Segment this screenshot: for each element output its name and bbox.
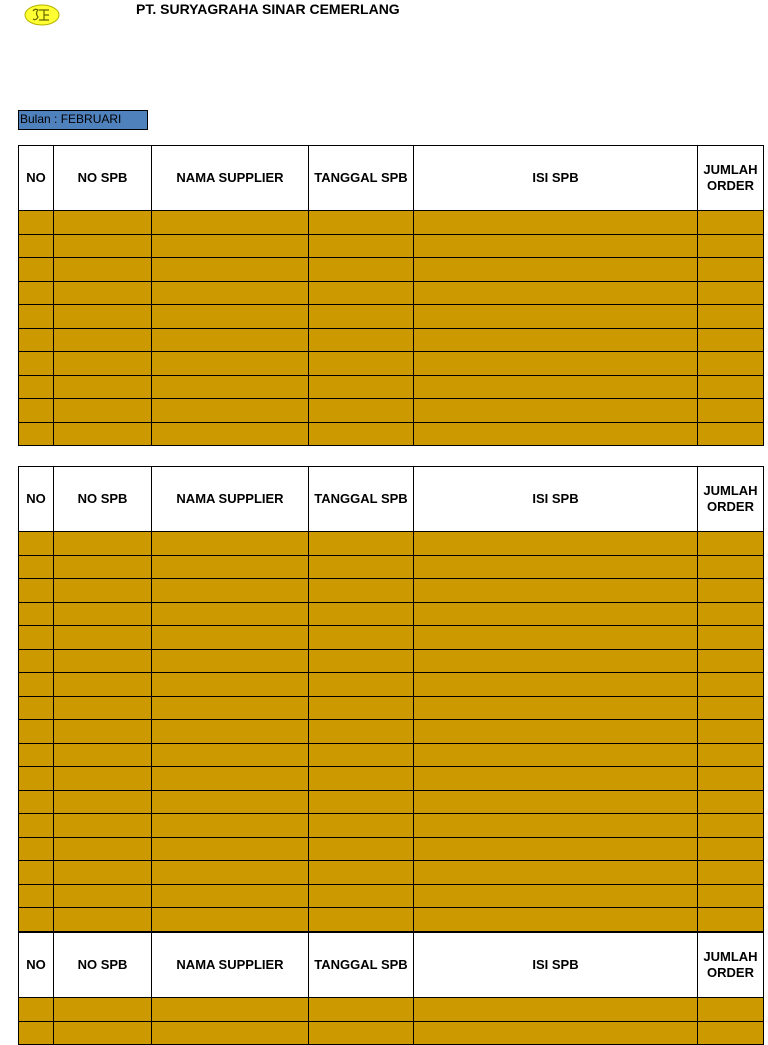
- cell-col-jumlah-order[interactable]: [698, 555, 764, 579]
- cell-col-jumlah-order[interactable]: [698, 790, 764, 814]
- cell-col-jumlah-order[interactable]: [698, 579, 764, 603]
- cell-col-isi-spb[interactable]: [414, 908, 698, 932]
- cell-col-no-spb[interactable]: [54, 814, 152, 838]
- cell-col-no[interactable]: [19, 720, 54, 744]
- cell-col-tanggal-spb[interactable]: [309, 328, 414, 352]
- cell-col-tanggal-spb[interactable]: [309, 305, 414, 329]
- cell-col-tanggal-spb[interactable]: [309, 837, 414, 861]
- cell-col-isi-spb[interactable]: [414, 555, 698, 579]
- cell-col-jumlah-order[interactable]: [698, 998, 764, 1022]
- cell-col-nama-supplier[interactable]: [152, 211, 309, 235]
- cell-col-nama-supplier[interactable]: [152, 626, 309, 650]
- cell-col-no-spb[interactable]: [54, 602, 152, 626]
- cell-col-isi-spb[interactable]: [414, 837, 698, 861]
- header-col-nama-supplier: NAMA SUPPLIER: [152, 933, 309, 998]
- cell-col-tanggal-spb[interactable]: [309, 281, 414, 305]
- cell-col-tanggal-spb[interactable]: [309, 399, 414, 423]
- header-col-isi-spb: ISI SPB: [414, 933, 698, 998]
- table-row: [19, 743, 764, 767]
- table-row: [19, 258, 764, 282]
- cell-col-no-spb[interactable]: [54, 258, 152, 282]
- cell-col-tanggal-spb[interactable]: [309, 884, 414, 908]
- cell-col-no[interactable]: [19, 884, 54, 908]
- table-row: [19, 211, 764, 235]
- cell-col-no-spb[interactable]: [54, 352, 152, 376]
- cell-col-no-spb[interactable]: [54, 649, 152, 673]
- cell-col-jumlah-order[interactable]: [698, 532, 764, 556]
- cell-col-isi-spb[interactable]: [414, 743, 698, 767]
- table-row: [19, 861, 764, 885]
- table-row: [19, 720, 764, 744]
- cell-col-no[interactable]: [19, 649, 54, 673]
- cell-col-nama-supplier[interactable]: [152, 399, 309, 423]
- cell-col-no[interactable]: [19, 305, 54, 329]
- cell-col-jumlah-order[interactable]: [698, 861, 764, 885]
- table-header-row: [19, 467, 764, 532]
- cell-col-jumlah-order[interactable]: [698, 258, 764, 282]
- table-row: [19, 399, 764, 423]
- cell-col-jumlah-order[interactable]: [698, 767, 764, 791]
- cell-col-jumlah-order[interactable]: [698, 375, 764, 399]
- table-row: [19, 814, 764, 838]
- cell-col-no[interactable]: [19, 211, 54, 235]
- cell-col-jumlah-order[interactable]: [698, 626, 764, 650]
- header-col-nama-supplier: NAMA SUPPLIER: [152, 467, 309, 532]
- cell-col-nama-supplier[interactable]: [152, 555, 309, 579]
- cell-col-nama-supplier[interactable]: [152, 790, 309, 814]
- cell-col-no-spb[interactable]: [54, 908, 152, 932]
- cell-col-nama-supplier[interactable]: [152, 696, 309, 720]
- cell-col-no-spb[interactable]: [54, 837, 152, 861]
- cell-col-no-spb[interactable]: [54, 234, 152, 258]
- cell-col-no-spb[interactable]: [54, 328, 152, 352]
- cell-col-tanggal-spb[interactable]: [309, 673, 414, 697]
- cell-col-jumlah-order[interactable]: [698, 234, 764, 258]
- cell-col-nama-supplier[interactable]: [152, 328, 309, 352]
- header-col-no: NO: [19, 467, 54, 532]
- cell-col-tanggal-spb[interactable]: [309, 861, 414, 885]
- table-row: [19, 602, 764, 626]
- spb-table: [18, 932, 764, 1045]
- cell-col-tanggal-spb[interactable]: [309, 814, 414, 838]
- cell-col-no[interactable]: [19, 743, 54, 767]
- cell-col-tanggal-spb[interactable]: [309, 234, 414, 258]
- table-row: [19, 649, 764, 673]
- cell-col-no[interactable]: [19, 861, 54, 885]
- cell-col-nama-supplier[interactable]: [152, 532, 309, 556]
- cell-col-no-spb[interactable]: [54, 790, 152, 814]
- cell-col-isi-spb[interactable]: [414, 422, 698, 446]
- table-row: [19, 837, 764, 861]
- cell-col-jumlah-order[interactable]: [698, 837, 764, 861]
- cell-col-no[interactable]: [19, 532, 54, 556]
- cell-col-tanggal-spb[interactable]: [309, 532, 414, 556]
- cell-col-no[interactable]: [19, 696, 54, 720]
- cell-col-no-spb[interactable]: [54, 998, 152, 1022]
- cell-col-tanggal-spb[interactable]: [309, 908, 414, 932]
- table-row: [19, 375, 764, 399]
- cell-col-jumlah-order[interactable]: [698, 352, 764, 376]
- cell-col-no-spb[interactable]: [54, 399, 152, 423]
- cell-col-nama-supplier[interactable]: [152, 352, 309, 376]
- header-col-tanggal-spb: TANGGAL SPB: [309, 467, 414, 532]
- table-header-row: [19, 146, 764, 211]
- cell-col-tanggal-spb[interactable]: [309, 649, 414, 673]
- cell-col-isi-spb[interactable]: [414, 649, 698, 673]
- cell-col-nama-supplier[interactable]: [152, 1021, 309, 1045]
- header-col-tanggal-spb: TANGGAL SPB: [309, 146, 414, 211]
- cell-col-tanggal-spb[interactable]: [309, 790, 414, 814]
- cell-col-jumlah-order[interactable]: [698, 743, 764, 767]
- table-row: [19, 998, 764, 1022]
- cell-col-tanggal-spb[interactable]: [309, 211, 414, 235]
- table-row: [19, 234, 764, 258]
- cell-col-tanggal-spb[interactable]: [309, 720, 414, 744]
- cell-col-nama-supplier[interactable]: [152, 579, 309, 603]
- cell-col-tanggal-spb[interactable]: [309, 767, 414, 791]
- table-row: [19, 555, 764, 579]
- cell-col-nama-supplier[interactable]: [152, 814, 309, 838]
- cell-col-no-spb[interactable]: [54, 767, 152, 791]
- cell-col-tanggal-spb[interactable]: [309, 352, 414, 376]
- cell-col-no[interactable]: [19, 998, 54, 1022]
- cell-col-no[interactable]: [19, 837, 54, 861]
- cell-col-nama-supplier[interactable]: [152, 422, 309, 446]
- cell-col-isi-spb[interactable]: [414, 211, 698, 235]
- cell-col-jumlah-order[interactable]: [698, 1021, 764, 1045]
- cell-col-nama-supplier[interactable]: [152, 673, 309, 697]
- cell-col-jumlah-order[interactable]: [698, 281, 764, 305]
- cell-col-tanggal-spb[interactable]: [309, 602, 414, 626]
- cell-col-isi-spb[interactable]: [414, 998, 698, 1022]
- cell-col-no[interactable]: [19, 767, 54, 791]
- cell-col-no-spb[interactable]: [54, 532, 152, 556]
- cell-col-no[interactable]: [19, 579, 54, 603]
- header-col-jumlah-order: JUMLAH ORDER: [698, 146, 764, 211]
- cell-col-isi-spb[interactable]: [414, 375, 698, 399]
- header-col-nama-supplier: NAMA SUPPLIER: [152, 146, 309, 211]
- cell-col-no[interactable]: [19, 555, 54, 579]
- cell-col-no[interactable]: [19, 258, 54, 282]
- cell-col-isi-spb[interactable]: [414, 579, 698, 603]
- table-row: [19, 908, 764, 932]
- cell-col-no-spb[interactable]: [54, 375, 152, 399]
- cell-col-nama-supplier[interactable]: [152, 602, 309, 626]
- cell-col-no-spb[interactable]: [54, 743, 152, 767]
- cell-col-nama-supplier[interactable]: [152, 861, 309, 885]
- table-row: [19, 422, 764, 446]
- cell-col-nama-supplier[interactable]: [152, 305, 309, 329]
- cell-col-isi-spb[interactable]: [414, 602, 698, 626]
- cell-col-isi-spb[interactable]: [414, 696, 698, 720]
- cell-col-jumlah-order[interactable]: [698, 211, 764, 235]
- cell-col-no[interactable]: [19, 1021, 54, 1045]
- spb-table: [18, 145, 764, 446]
- cell-col-tanggal-spb[interactable]: [309, 555, 414, 579]
- table-row: [19, 767, 764, 791]
- cell-col-no-spb[interactable]: [54, 305, 152, 329]
- cell-col-jumlah-order[interactable]: [698, 649, 764, 673]
- cell-col-no[interactable]: [19, 375, 54, 399]
- cell-col-isi-spb[interactable]: [414, 1021, 698, 1045]
- cell-col-isi-spb[interactable]: [414, 814, 698, 838]
- cell-col-isi-spb[interactable]: [414, 234, 698, 258]
- cell-col-isi-spb[interactable]: [414, 861, 698, 885]
- cell-col-no-spb[interactable]: [54, 626, 152, 650]
- table-row: [19, 1021, 764, 1045]
- cell-col-tanggal-spb[interactable]: [309, 998, 414, 1022]
- header-col-no-spb: NO SPB: [54, 146, 152, 211]
- cell-col-no[interactable]: [19, 328, 54, 352]
- company-logo: [24, 4, 60, 26]
- cell-col-no-spb[interactable]: [54, 1021, 152, 1045]
- header-col-jumlah-order: JUMLAH ORDER: [698, 467, 764, 532]
- header-col-isi-spb: ISI SPB: [414, 467, 698, 532]
- cell-col-isi-spb[interactable]: [414, 281, 698, 305]
- cell-col-jumlah-order[interactable]: [698, 422, 764, 446]
- cell-col-nama-supplier[interactable]: [152, 720, 309, 744]
- table-row: [19, 579, 764, 603]
- cell-col-jumlah-order[interactable]: [698, 696, 764, 720]
- header-col-no: NO: [19, 933, 54, 998]
- cell-col-jumlah-order[interactable]: [698, 720, 764, 744]
- cell-col-no[interactable]: [19, 908, 54, 932]
- table-row: [19, 696, 764, 720]
- cell-col-isi-spb[interactable]: [414, 399, 698, 423]
- cell-col-no[interactable]: [19, 790, 54, 814]
- table-row: [19, 352, 764, 376]
- cell-col-no-spb[interactable]: [54, 720, 152, 744]
- spb-table: [18, 466, 764, 932]
- cell-col-no-spb[interactable]: [54, 281, 152, 305]
- month-label: Bulan : FEBRUARI: [18, 110, 148, 130]
- cell-col-isi-spb[interactable]: [414, 258, 698, 282]
- cell-col-nama-supplier[interactable]: [152, 998, 309, 1022]
- cell-col-isi-spb[interactable]: [414, 767, 698, 791]
- cell-col-no[interactable]: [19, 352, 54, 376]
- table-row: [19, 790, 764, 814]
- cell-col-no[interactable]: [19, 399, 54, 423]
- cell-col-nama-supplier[interactable]: [152, 649, 309, 673]
- cell-col-jumlah-order[interactable]: [698, 399, 764, 423]
- cell-col-no[interactable]: [19, 422, 54, 446]
- cell-col-tanggal-spb[interactable]: [309, 1021, 414, 1045]
- cell-col-no-spb[interactable]: [54, 884, 152, 908]
- table-row: [19, 884, 764, 908]
- cell-col-isi-spb[interactable]: [414, 305, 698, 329]
- cell-col-nama-supplier[interactable]: [152, 884, 309, 908]
- cell-col-jumlah-order[interactable]: [698, 908, 764, 932]
- table-row: [19, 532, 764, 556]
- cell-col-nama-supplier[interactable]: [152, 837, 309, 861]
- table-row: [19, 626, 764, 650]
- cell-col-nama-supplier[interactable]: [152, 234, 309, 258]
- cell-col-jumlah-order[interactable]: [698, 884, 764, 908]
- header-col-tanggal-spb: TANGGAL SPB: [309, 933, 414, 998]
- cell-col-no[interactable]: [19, 626, 54, 650]
- table-row: [19, 328, 764, 352]
- table-row: [19, 305, 764, 329]
- cell-col-nama-supplier[interactable]: [152, 767, 309, 791]
- cell-col-isi-spb[interactable]: [414, 532, 698, 556]
- cell-col-isi-spb[interactable]: [414, 790, 698, 814]
- cell-col-jumlah-order[interactable]: [698, 602, 764, 626]
- table-header-row: [19, 933, 764, 998]
- cell-col-tanggal-spb[interactable]: [309, 422, 414, 446]
- cell-col-no-spb[interactable]: [54, 422, 152, 446]
- cell-col-tanggal-spb[interactable]: [309, 258, 414, 282]
- cell-col-no[interactable]: [19, 814, 54, 838]
- cell-col-tanggal-spb[interactable]: [309, 626, 414, 650]
- cell-col-no[interactable]: [19, 234, 54, 258]
- cell-col-nama-supplier[interactable]: [152, 258, 309, 282]
- cell-col-isi-spb[interactable]: [414, 673, 698, 697]
- cell-col-no[interactable]: [19, 602, 54, 626]
- cell-col-nama-supplier[interactable]: [152, 375, 309, 399]
- cell-col-nama-supplier[interactable]: [152, 908, 309, 932]
- header-col-no: NO: [19, 146, 54, 211]
- header-col-no-spb: NO SPB: [54, 467, 152, 532]
- table-row: [19, 281, 764, 305]
- cell-col-jumlah-order[interactable]: [698, 305, 764, 329]
- cell-col-nama-supplier[interactable]: [152, 743, 309, 767]
- cell-col-tanggal-spb[interactable]: [309, 743, 414, 767]
- cell-col-isi-spb[interactable]: [414, 720, 698, 744]
- cell-col-no-spb[interactable]: [54, 861, 152, 885]
- cell-col-isi-spb[interactable]: [414, 884, 698, 908]
- cell-col-no-spb[interactable]: [54, 211, 152, 235]
- cell-col-tanggal-spb[interactable]: [309, 696, 414, 720]
- cell-col-no-spb[interactable]: [54, 696, 152, 720]
- cell-col-jumlah-order[interactable]: [698, 328, 764, 352]
- header-col-jumlah-order: JUMLAH ORDER: [698, 933, 764, 998]
- cell-col-no-spb[interactable]: [54, 579, 152, 603]
- cell-col-no-spb[interactable]: [54, 673, 152, 697]
- header-col-isi-spb: ISI SPB: [414, 146, 698, 211]
- cell-col-no[interactable]: [19, 673, 54, 697]
- cell-col-no[interactable]: [19, 281, 54, 305]
- header-col-no-spb: NO SPB: [54, 933, 152, 998]
- cell-col-isi-spb[interactable]: [414, 352, 698, 376]
- table-row: [19, 673, 764, 697]
- company-name: PT. SURYAGRAHA SINAR CEMERLANG: [136, 1, 400, 17]
- cell-col-no-spb[interactable]: [54, 555, 152, 579]
- cell-col-isi-spb[interactable]: [414, 626, 698, 650]
- cell-col-tanggal-spb[interactable]: [309, 579, 414, 603]
- cell-col-isi-spb[interactable]: [414, 328, 698, 352]
- cell-col-nama-supplier[interactable]: [152, 281, 309, 305]
- cell-col-jumlah-order[interactable]: [698, 673, 764, 697]
- cell-col-jumlah-order[interactable]: [698, 814, 764, 838]
- cell-col-tanggal-spb[interactable]: [309, 375, 414, 399]
